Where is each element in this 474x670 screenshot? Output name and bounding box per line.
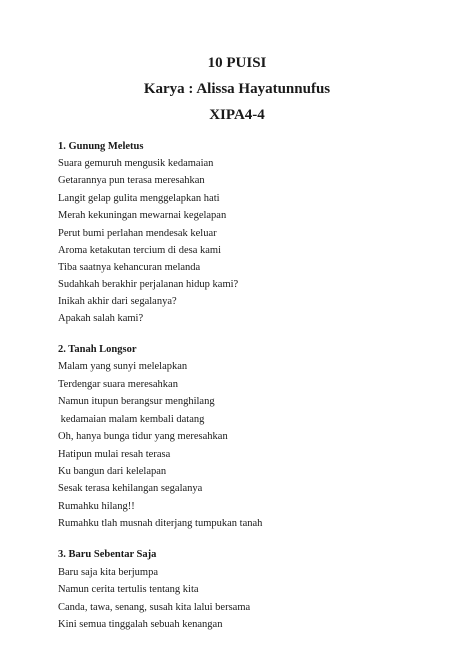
poem-line: Tiba saatnya kehancuran melanda (58, 262, 201, 273)
poem-line: Sudahkah berakhir perjalanan hidup kami? (58, 279, 239, 290)
poem-line: Perut bumi perlahan mendesak keluar (58, 228, 217, 239)
poem-line: Merah kekuningan mewarnai kegelapan (58, 210, 227, 221)
poem-line: Apakah salah kami? (58, 313, 144, 324)
poem-line: Namun cerita tertulis tentang kita (58, 584, 199, 595)
poem-title: 3. Baru Sebentar Saja (58, 549, 157, 560)
poem-line: Inikah akhir dari segalanya? (58, 296, 177, 307)
document-title: 10 PUISI (207, 55, 267, 71)
poem-line: Canda, tawa, senang, susah kita lalui bersama (58, 602, 251, 613)
poem-line: Kini semua tinggalah sebuah kenangan (58, 619, 223, 630)
document-class: XIPA4-4 (209, 107, 265, 123)
poem-line: Langit gelap gulita menggelapkan hati (58, 193, 220, 204)
poem-line: Aroma ketakutan tercium di desa kami (58, 245, 221, 256)
poem-line: Rumahku hilang!! (58, 501, 135, 512)
poem-title: 1. Gunung Meletus (58, 141, 144, 152)
poem-line: Oh, hanya bunga tidur yang meresahkan (58, 431, 228, 442)
poem-line: kedamaian malam kembali datang (58, 414, 205, 425)
poem-title: 2. Tanah Longsor (58, 344, 137, 355)
poem-line: Getarannya pun terasa meresahkan (58, 175, 205, 186)
poem-line: Rumahku tlah musnah diterjang tumpukan tanah (58, 518, 263, 529)
poem-line: Sesak terasa kehilangan segalanya (58, 483, 203, 494)
poem-line: Baru saja kita berjumpa (58, 567, 159, 578)
poem-line: Terdengar suara meresahkan (58, 379, 178, 390)
poem-line: Namun itupun berangsur menghilang (58, 396, 215, 407)
poem-line: Malam yang sunyi melelapkan (58, 361, 188, 372)
document-author: Karya : Alissa Hayatunnufus (143, 81, 331, 97)
poem-line: Ku bangun dari kelelapan (58, 466, 167, 477)
poem-line: Suara gemuruh mengusik kedamaian (58, 158, 214, 169)
poem-line: Hatipun mulai resah terasa (58, 449, 171, 460)
